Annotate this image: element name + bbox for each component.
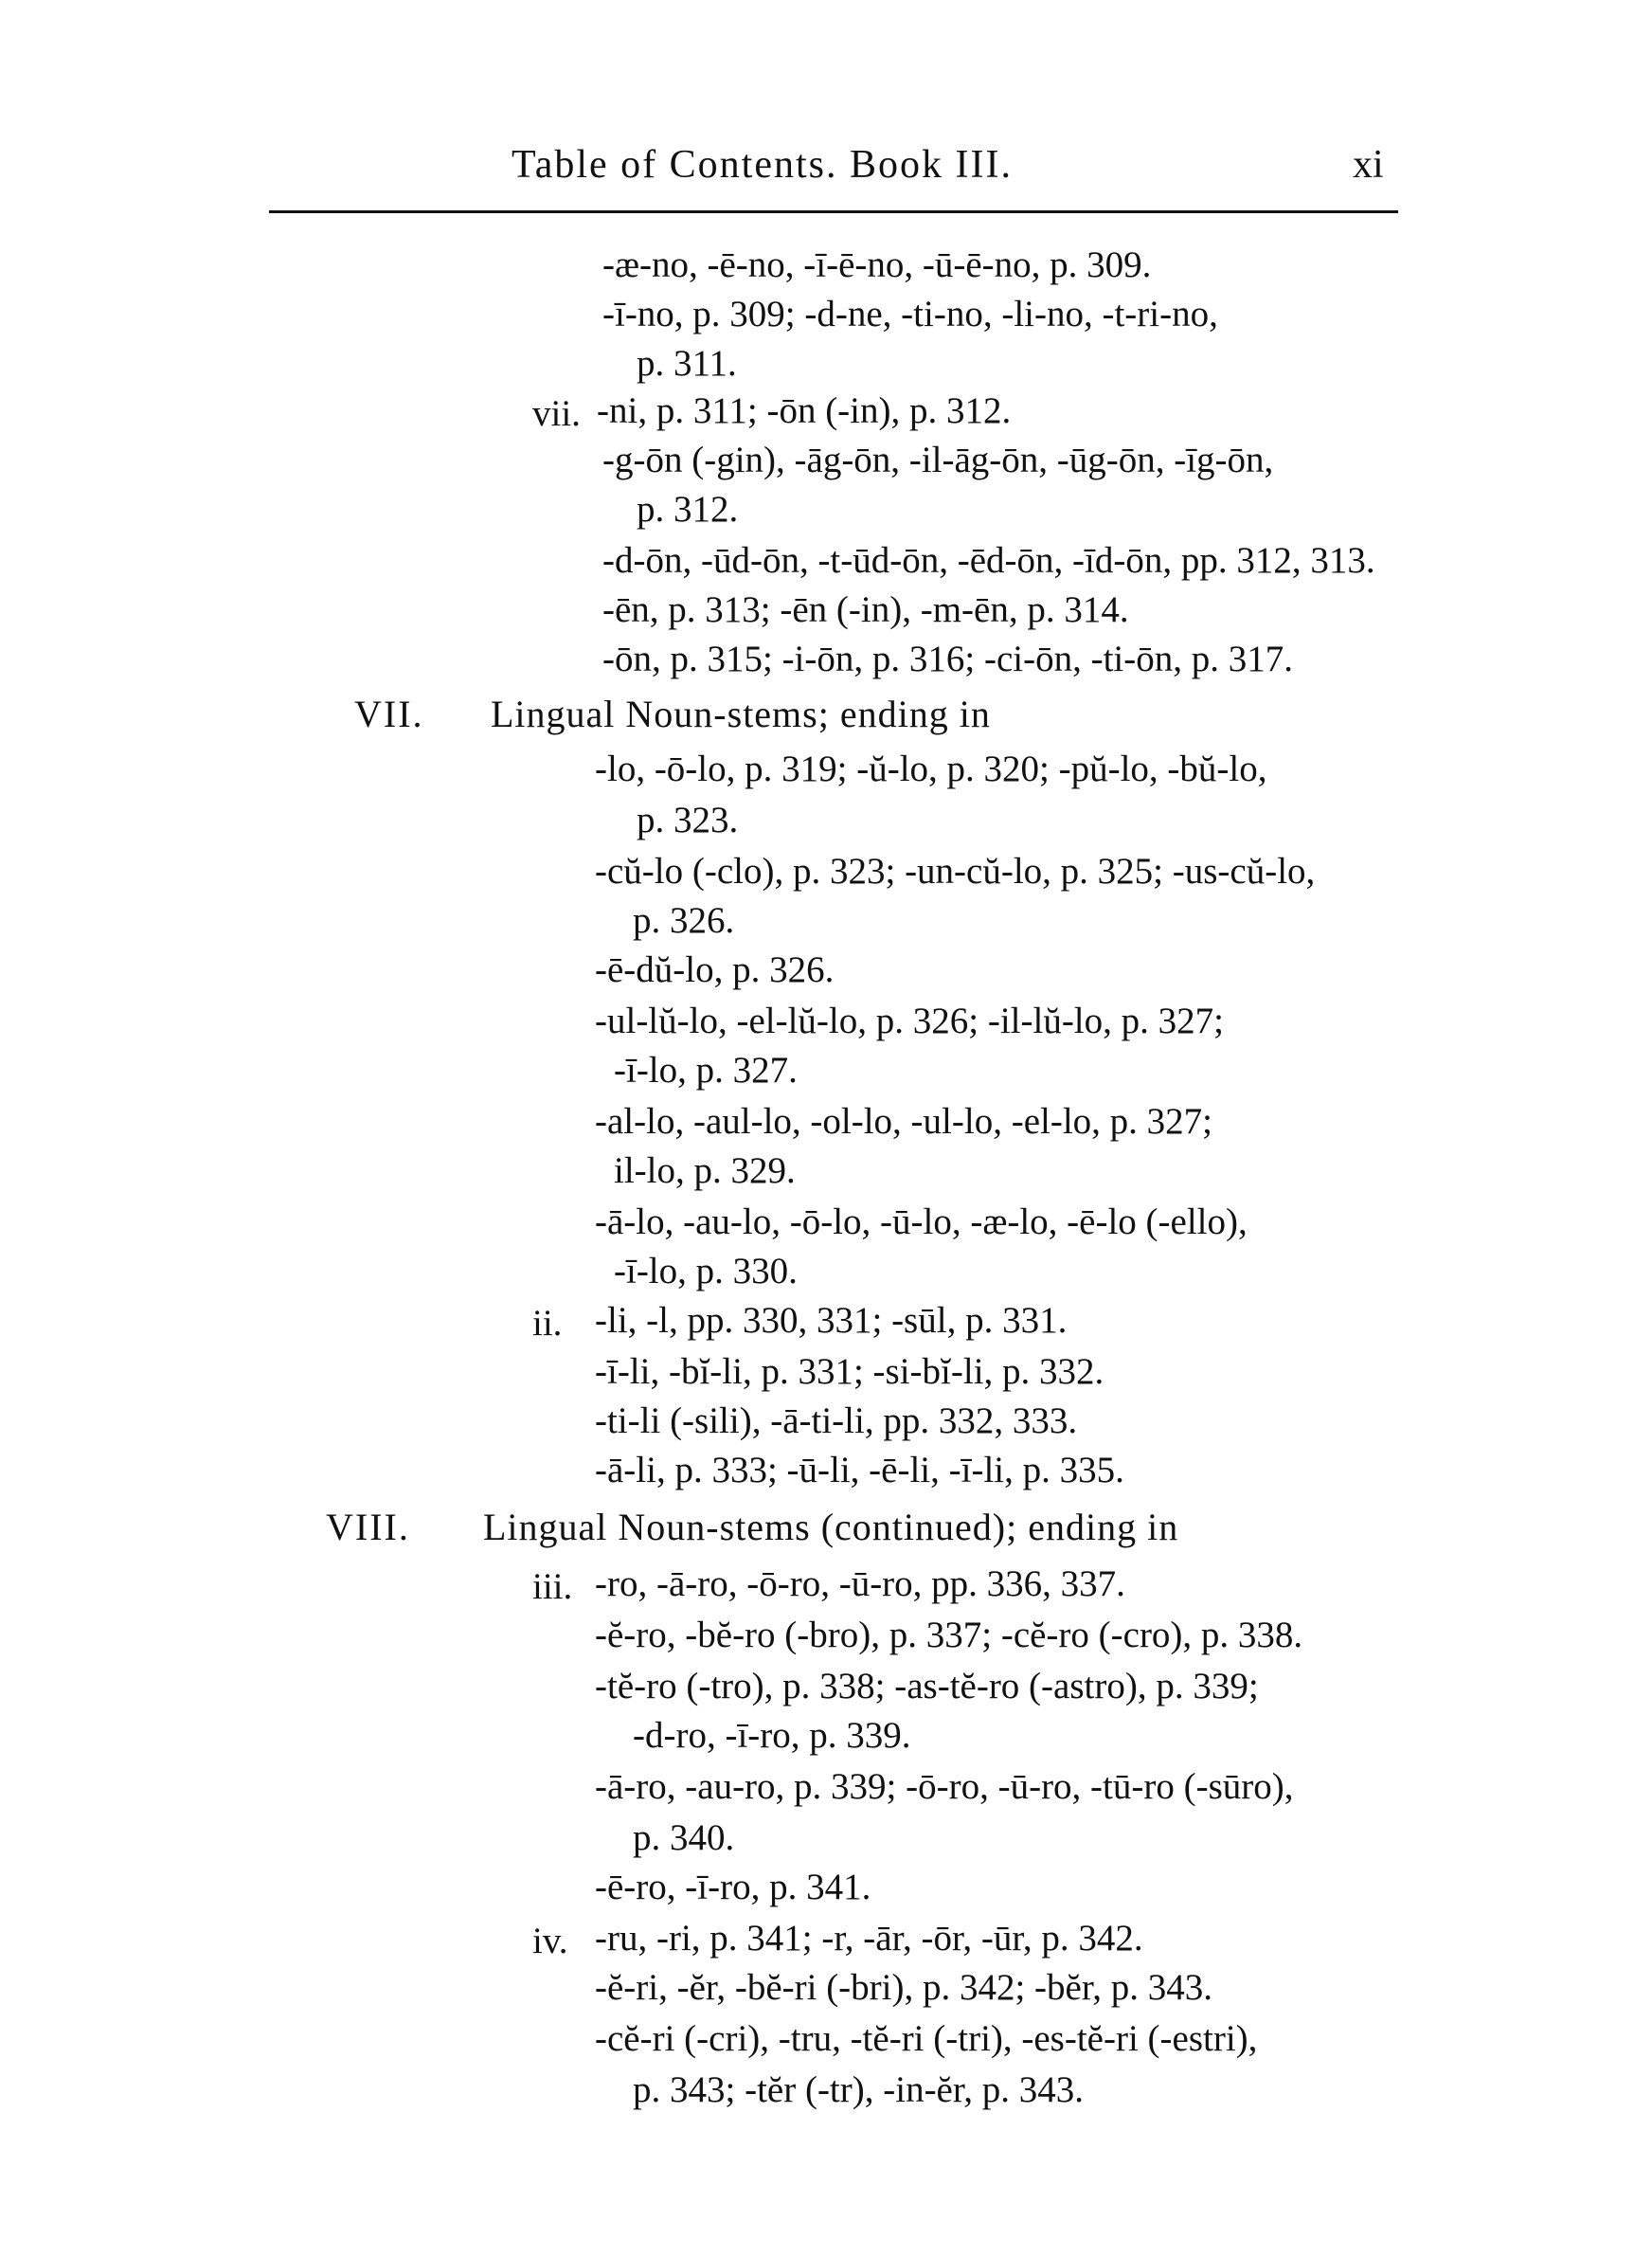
- toc-line: -ī-lo, p. 330.: [614, 1251, 798, 1291]
- subsection-number: iv.: [532, 1921, 568, 1961]
- toc-line: -ē-dŭ-lo, p. 326.: [595, 949, 835, 990]
- subsection-number: iii.: [532, 1566, 573, 1607]
- section-title: Lingual Noun-stems (continued); ending in: [483, 1506, 1179, 1548]
- toc-line: -ōn, p. 315; -i-ōn, p. 316; -ci-ōn, -ti-ōn, p. 317.: [602, 639, 1293, 679]
- toc-line: -ru, -ri, p. 341; -r, -ār, -ōr, -ūr, p. 342.: [595, 1918, 1143, 1959]
- toc-line: -al-lo, -aul-lo, -ol-lo, -ul-lo, -el-lo, p. 327;: [595, 1101, 1212, 1142]
- toc-line: -ēn, p. 313; -ēn (-in), -m-ēn, p. 314.: [602, 589, 1129, 630]
- header-rule: [269, 210, 1398, 213]
- toc-line: -g-ōn (-gin), -āg-ōn, -il-āg-ōn, -ūg-ōn, -īg-ōn,: [602, 440, 1274, 480]
- toc-line: -ni, p. 311; -ōn (-in), p. 312.: [597, 390, 1012, 431]
- toc-line: -ti-li (-sili), -ā-ti-li, pp. 332, 333.: [595, 1400, 1078, 1441]
- toc-line: -ĕ-ri, -ĕr, -bĕ-ri (-bri), p. 342; -bĕr, p. 343.: [595, 1967, 1213, 2008]
- section-number: VII.: [354, 693, 424, 735]
- section-title: Lingual Noun-stems; ending in: [491, 693, 991, 735]
- toc-line: -d-ro, -ī-ro, p. 339.: [633, 1715, 911, 1756]
- running-header-title: Table of Contents. Book III.: [512, 143, 1013, 187]
- toc-line: p. 312.: [637, 489, 739, 530]
- toc-line: il-lo, p. 329.: [614, 1150, 796, 1191]
- toc-line: -lo, -ō-lo, p. 319; -ŭ-lo, p. 320; -pŭ-lo, -bŭ-lo,: [595, 749, 1267, 789]
- toc-line: -d-ōn, -ūd-ōn, -t-ūd-ōn, -ēd-ōn, -īd-ōn, pp. 312, 313.: [602, 540, 1375, 581]
- toc-line: -ĕ-ro, -bĕ-ro (-bro), p. 337; -cĕ-ro (-cro), p. 338.: [595, 1615, 1303, 1655]
- toc-line: -ē-ro, -ī-ro, p. 341.: [595, 1867, 871, 1907]
- subsection-number: ii.: [532, 1303, 563, 1344]
- toc-line: p. 323.: [637, 800, 739, 840]
- toc-line: -æ-no, -ē-no, -ī-ē-no, -ū-ē-no, p. 309.: [602, 244, 1152, 285]
- toc-line: -ī-li, -bĭ-li, p. 331; -si-bĭ-li, p. 332.: [595, 1351, 1104, 1392]
- toc-line: -ā-lo, -au-lo, -ō-lo, -ū-lo, -æ-lo, -ē-lo (-ello),: [595, 1201, 1248, 1242]
- toc-line: -cŭ-lo (-clo), p. 323; -un-cŭ-lo, p. 325; -us-cŭ-lo,: [595, 851, 1316, 892]
- page-number: xi: [1353, 143, 1384, 187]
- toc-line: -tĕ-ro (-tro), p. 338; -as-tĕ-ro (-astro), p. 339;: [595, 1666, 1259, 1706]
- toc-line: p. 311.: [637, 343, 737, 384]
- toc-line: -ā-ro, -au-ro, p. 339; -ō-ro, -ū-ro, -tū-ro (-sūro),: [595, 1766, 1294, 1807]
- toc-line: p. 343; -tĕr (-tr), -in-ĕr, p. 343.: [633, 2069, 1085, 2110]
- toc-line: -ā-li, p. 333; -ū-li, -ē-li, -ī-li, p. 335.: [595, 1450, 1124, 1490]
- toc-line: -li, -l, pp. 330, 331; -sūl, p. 331.: [595, 1300, 1068, 1341]
- toc-line: -ro, -ā-ro, -ō-ro, -ū-ro, pp. 336, 337.: [595, 1563, 1125, 1604]
- toc-line: p. 326.: [633, 900, 735, 941]
- section-number: VIII.: [326, 1506, 410, 1548]
- subsection-number: vii.: [532, 393, 581, 434]
- toc-line: -ī-lo, p. 327.: [614, 1050, 798, 1091]
- toc-line: -ul-lŭ-lo, -el-lŭ-lo, p. 326; -il-lŭ-lo, p. 327;: [595, 1001, 1224, 1041]
- toc-line: -cĕ-ri (-cri), -tru, -tĕ-ri (-tri), -es-tĕ-ri (-estri),: [595, 2018, 1258, 2059]
- toc-line: -ī-no, p. 309; -d-ne, -ti-no, -li-no, -t-ri-no,: [602, 294, 1218, 334]
- toc-line: p. 340.: [633, 1817, 735, 1858]
